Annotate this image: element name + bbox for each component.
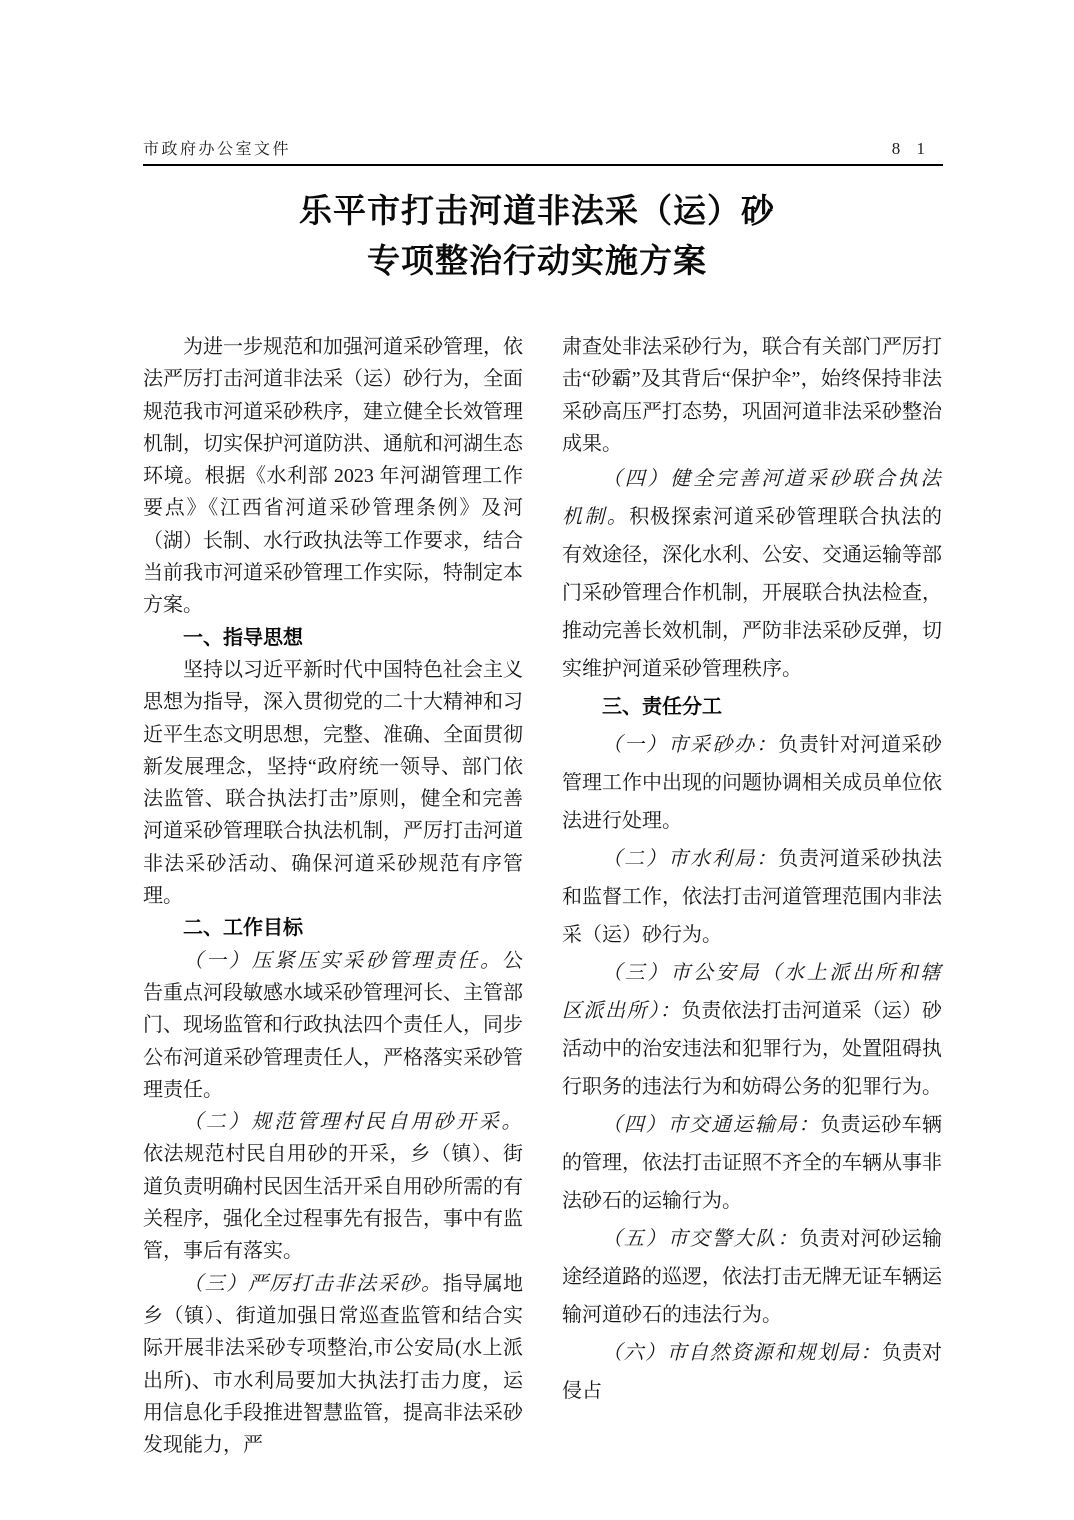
paragraph-lead: （二）规范管理村民自用砂开采。 <box>183 1111 523 1134</box>
paragraph-lead: （四）健全完善河道采砂联合执法机制。 <box>562 468 942 529</box>
paragraph-body: 负责针对河道采砂管理工作中出现的问题协调相关成员单位依法进行处理。 <box>562 734 943 833</box>
paragraph-body: 为进一步规范和加强河道采砂管理，依法严厉打击河道非法采（运）砂行为，全面规范我市河道采砂秩序，建立健全长效管理机制，切实保护河道防洪、通航和河湖生态环境。根据《水利部 2023 年河湖管理工作要点》《江西省河道采砂管理条例》及河（湖）长制、水行政执法等工作要求，结合当前我市河道采砂管理工作实际，特制定本方案。 <box>143 336 523 617</box>
paragraph-body: 积极探索河道采砂管理联合执法的有效途径，深化水利、公安、交通运输等部门采砂管理合作机制，开展联合执法检查，推动完善长效机制，严防非法采砂反弹，切实维护河道采砂管理秩序。 <box>562 506 943 681</box>
paragraph-body: 肃查处非法采砂行为，联合有关部门严厉打击“砂霸”及其背后“保护伞”，始终保持非法采砂高压严打态势，巩固河道非法采砂整治成果。 <box>562 336 942 455</box>
paragraph-duty-4 <box>562 1106 942 1220</box>
paragraph-duty-1 <box>562 726 942 840</box>
page-number: 8 1 <box>891 139 931 158</box>
paragraph-lead: （二）市水利局： <box>602 848 779 871</box>
document-title <box>0 186 1074 286</box>
header-doc-type: 市政府办公室文件 <box>143 141 292 158</box>
paragraph-lead: （五）市交警大队： <box>602 1228 800 1251</box>
paragraph-goal-3 <box>143 1268 523 1462</box>
paragraph-duty-2 <box>562 840 942 954</box>
paragraph-guiding-ideology <box>143 654 523 912</box>
paragraph-body: 坚持以习近平新时代中国特色社会主义思想为指导，深入贯彻党的二十大精神和习近平生态文明思想，完整、准确、全面贯彻新发展理念，坚持“政府统一领导、部门依法监管、联合执法打击”原则，健全和完善河道采砂管理联合执法机制，严厉打击河道非法采砂活动、确保河道采砂规范有序管理。 <box>143 658 523 908</box>
paragraph-goal-2 <box>143 1106 523 1267</box>
paragraph-body: 指导属地乡（镇）、街道加强日常巡查监管和结合实际开展非法采砂专项整治,市公安局(水上派出所)、市水利局要加大执法打击力度，运用信息化手段推进智慧监管，提高非法采砂发现能力，严 <box>143 1272 524 1457</box>
paragraph-body: 负责对河砂运输途经道路的巡逻，依法打击无牌无证车辆运输河道砂石的违法行为。 <box>562 1228 943 1327</box>
paragraph-intro <box>143 331 523 622</box>
paragraph-lead: （四）市交通运输局： <box>602 1114 821 1137</box>
paragraph-body: 公告重点河段敏感水域采砂管理河长、主管部门、现场监管和行政执法四个责任人，同步公布河道采砂管理责任人，严格落实采砂管理责任。 <box>143 949 523 1101</box>
paragraph-body: 负责依法打击河道采（运）砂活动中的治安违法和犯罪行为，处置阻碍执行职务的违法行为和妨碍公务的犯罪行为。 <box>562 1000 943 1099</box>
page-header <box>143 136 943 159</box>
paragraph-body: 负责河道采砂执法和监督工作，依法打击河道管理范围内非法采（运）砂行为。 <box>562 848 943 947</box>
paragraph-lead: （三）市公安局（水上派出所和辖区派出所）： <box>562 962 942 1023</box>
title-line-1: 乐平市打击河道非法采（运）砂 <box>299 192 775 229</box>
paragraph-body: 负责运砂车辆的管理，依法打击证照不齐全的车辆从事非法砂石的运输行为。 <box>562 1114 943 1213</box>
section-heading-3: 三、责任分工 <box>602 696 722 719</box>
paragraph-goal-4 <box>562 460 942 688</box>
paragraph-lead: （六）市自然资源和规划局： <box>602 1342 882 1365</box>
paragraph-goal-3-continued <box>562 331 942 460</box>
paragraph-body: 依法规范村民自用砂的开采，乡（镇）、街道负责明确村民因生活开采自用砂所需的有关程序，强化全过程事先有报告，事中有监管，事后有落实。 <box>143 1143 523 1263</box>
title-line-2: 专项整治行动实施方案 <box>367 242 707 279</box>
paragraph-body: 负责对侵占 <box>562 1342 943 1403</box>
paragraph-duty-5 <box>562 1220 942 1334</box>
paragraph-lead: （一）市采砂办： <box>602 734 779 757</box>
paragraph-goal-1 <box>143 945 523 1106</box>
section-heading-2: 二、工作目标 <box>183 917 303 940</box>
left-column <box>143 331 523 1461</box>
paragraph-lead: （三）严厉打击非法采砂。 <box>183 1272 443 1295</box>
paragraph-duty-3 <box>562 954 942 1106</box>
paragraph-lead: （一）压紧压实采砂管理责任。 <box>183 949 503 972</box>
section-heading-1: 一、指导思想 <box>183 626 303 649</box>
paragraph-duty-6 <box>562 1334 942 1410</box>
right-column <box>562 331 942 1410</box>
header-divider <box>143 164 943 166</box>
